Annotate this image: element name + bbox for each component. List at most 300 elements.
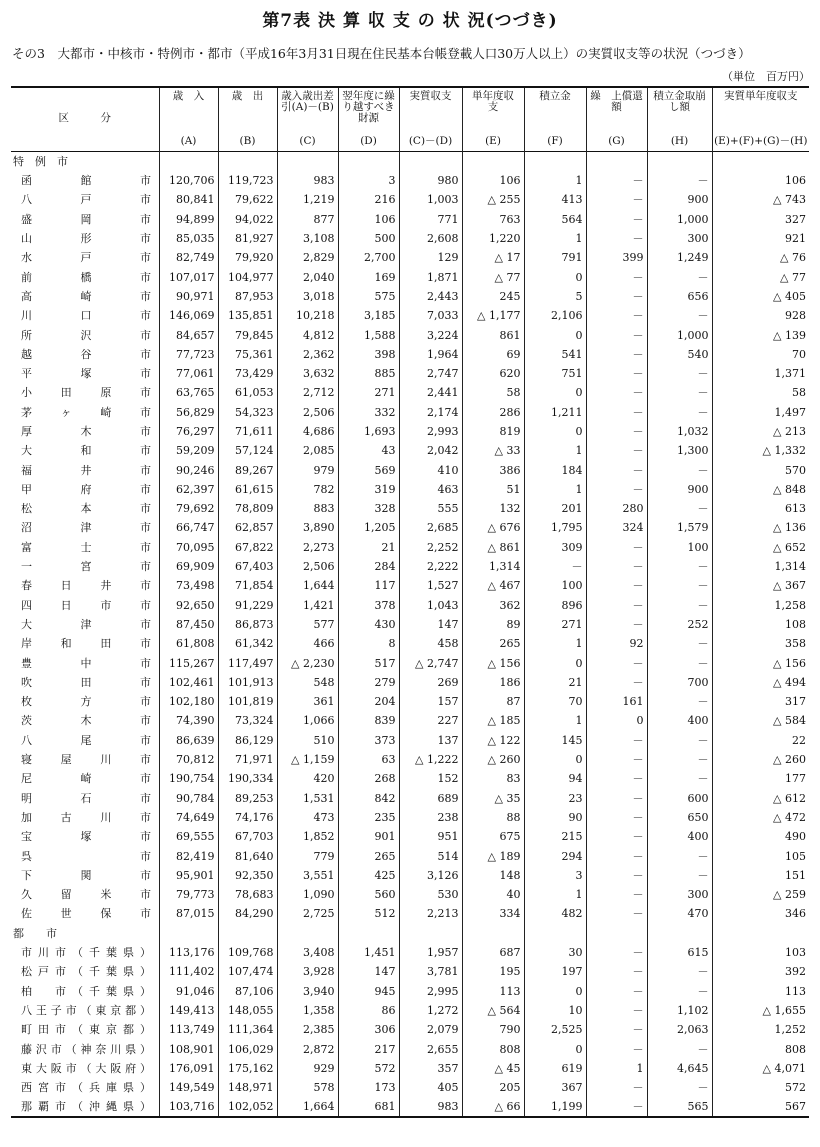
- value-cell: －: [647, 403, 712, 422]
- value-cell: 286: [462, 403, 524, 422]
- value-cell: 945: [338, 981, 399, 1000]
- value-cell: 530: [399, 885, 462, 904]
- value-cell: 1,497: [712, 403, 809, 422]
- value-cell: 89,253: [218, 789, 277, 808]
- value-cell: 106,029: [218, 1039, 277, 1058]
- row-label: [11, 538, 159, 557]
- value-cell: 1,664: [277, 1097, 338, 1117]
- table-row: [11, 229, 809, 248]
- table-row: [11, 1097, 809, 1117]
- value-cell: 84,657: [159, 325, 218, 344]
- value-cell: －: [647, 1039, 712, 1058]
- value-cell: 400: [647, 711, 712, 730]
- value-cell: 1,300: [647, 441, 712, 460]
- column-header-code: (D): [360, 135, 377, 147]
- table-row: [11, 441, 809, 460]
- empty-cell: [399, 152, 462, 172]
- value-cell: 81,927: [218, 229, 277, 248]
- value-cell: 115,267: [159, 653, 218, 672]
- table-row: [11, 866, 809, 885]
- value-cell: 77,061: [159, 364, 218, 383]
- value-cell: 1,795: [524, 518, 586, 537]
- value-cell: 373: [338, 731, 399, 750]
- value-cell: 113: [712, 981, 809, 1000]
- value-cell: 82,749: [159, 248, 218, 267]
- city-name: 平塚市: [21, 367, 151, 381]
- column-header-label: 歳入歳出差 引(A)－(B): [281, 90, 345, 113]
- value-cell: －: [586, 345, 647, 364]
- row-label: [11, 499, 159, 518]
- value-cell: 67,822: [218, 538, 277, 557]
- value-cell: －: [586, 866, 647, 885]
- row-label: [11, 827, 159, 846]
- value-cell: 572: [338, 1059, 399, 1078]
- city-name: 厚木市: [21, 425, 151, 438]
- table-row: [11, 538, 809, 557]
- value-cell: 1,852: [277, 827, 338, 846]
- value-cell: 0: [524, 981, 586, 1000]
- city-name: 宝塚市: [21, 830, 151, 844]
- value-cell: －: [586, 962, 647, 981]
- value-cell: △ 1,177: [462, 306, 524, 325]
- value-cell: 101,913: [218, 673, 277, 692]
- value-cell: 23: [524, 789, 586, 808]
- city-name: 東大阪市（大阪府）: [21, 1061, 151, 1075]
- value-cell: 10,218: [277, 306, 338, 325]
- value-cell: 656: [647, 287, 712, 306]
- value-cell: 103,716: [159, 1097, 218, 1117]
- value-cell: △ 156: [462, 653, 524, 672]
- value-cell: 3,940: [277, 981, 338, 1000]
- value-cell: 77,723: [159, 345, 218, 364]
- value-cell: 1,358: [277, 1001, 338, 1020]
- table-row: [11, 827, 809, 846]
- city-name: 寝屋川市: [21, 753, 151, 767]
- row-label: [11, 364, 159, 383]
- value-cell: 300: [647, 229, 712, 248]
- column-header-code: (H): [670, 135, 689, 147]
- row-label: [11, 557, 159, 576]
- value-cell: 82,419: [159, 846, 218, 865]
- value-cell: 2,385: [277, 1020, 338, 1039]
- value-cell: 2,506: [277, 557, 338, 576]
- row-label: [11, 769, 159, 788]
- value-cell: 1,527: [399, 576, 462, 595]
- value-cell: 76,297: [159, 422, 218, 441]
- value-cell: 1,066: [277, 711, 338, 730]
- value-cell: －: [586, 904, 647, 923]
- value-cell: 107,017: [159, 267, 218, 286]
- row-label: [11, 634, 159, 653]
- row-label: [11, 576, 159, 595]
- value-cell: 1: [524, 441, 586, 460]
- value-cell: 470: [647, 904, 712, 923]
- value-cell: 169: [338, 267, 399, 286]
- value-cell: 3,551: [277, 866, 338, 885]
- value-cell: 94: [524, 769, 586, 788]
- value-cell: △ 1,222: [399, 750, 462, 769]
- value-cell: 201: [524, 499, 586, 518]
- city-name: 大津市: [21, 617, 151, 631]
- value-cell: △ 66: [462, 1097, 524, 1117]
- table-row: [11, 1059, 809, 1078]
- value-cell: 21: [524, 673, 586, 692]
- value-cell: 62,397: [159, 480, 218, 499]
- value-cell: 0: [524, 422, 586, 441]
- unit-label: （単位 百万円）: [722, 70, 810, 83]
- row-label: [11, 1039, 159, 1058]
- value-cell: 1,090: [277, 885, 338, 904]
- value-cell: －: [647, 306, 712, 325]
- value-cell: 1,957: [399, 943, 462, 962]
- city-name: 枚方市: [21, 695, 151, 709]
- value-cell: 2,506: [277, 403, 338, 422]
- value-cell: 245: [462, 287, 524, 306]
- value-cell: 921: [712, 229, 809, 248]
- value-cell: －: [586, 1039, 647, 1058]
- page-title: 第7表 決 算 収 支 の 状 況(つづき): [262, 11, 558, 31]
- value-cell: －: [586, 267, 647, 286]
- row-label: [11, 711, 159, 730]
- value-cell: －: [647, 499, 712, 518]
- value-cell: 4,686: [277, 422, 338, 441]
- city-name: 一宮市: [21, 560, 151, 574]
- empty-cell: [712, 924, 809, 943]
- column-header-code: (C): [299, 135, 316, 147]
- value-cell: 40: [462, 885, 524, 904]
- value-cell: 83: [462, 769, 524, 788]
- city-name: 那覇市（沖縄県）: [21, 1100, 151, 1114]
- value-cell: 540: [647, 345, 712, 364]
- value-cell: 79,773: [159, 885, 218, 904]
- value-cell: 86,873: [218, 615, 277, 634]
- value-cell: 238: [399, 808, 462, 827]
- value-cell: △ 1,332: [712, 441, 809, 460]
- value-cell: －: [586, 846, 647, 865]
- value-cell: 3,224: [399, 325, 462, 344]
- value-cell: 334: [462, 904, 524, 923]
- value-cell: 928: [712, 306, 809, 325]
- value-cell: 113,749: [159, 1020, 218, 1039]
- value-cell: 346: [712, 904, 809, 923]
- value-cell: △ 848: [712, 480, 809, 499]
- row-label: [11, 653, 159, 672]
- value-cell: 1,003: [399, 190, 462, 209]
- empty-cell: [524, 152, 586, 172]
- value-cell: 3,928: [277, 962, 338, 981]
- value-cell: 279: [338, 673, 399, 692]
- value-cell: 1,032: [647, 422, 712, 441]
- row-label: [11, 731, 159, 750]
- value-cell: 176,091: [159, 1059, 218, 1078]
- table-body: [11, 152, 809, 1118]
- value-cell: △ 4,071: [712, 1059, 809, 1078]
- value-cell: 400: [647, 827, 712, 846]
- value-cell: 332: [338, 403, 399, 422]
- value-cell: －: [586, 538, 647, 557]
- value-cell: △ 861: [462, 538, 524, 557]
- value-cell: 2,829: [277, 248, 338, 267]
- value-cell: 2,993: [399, 422, 462, 441]
- city-name: 所沢市: [21, 328, 151, 342]
- value-cell: －: [647, 692, 712, 711]
- row-label: [11, 943, 159, 962]
- value-cell: 86: [338, 1001, 399, 1020]
- value-cell: 137: [399, 731, 462, 750]
- value-cell: 56,829: [159, 403, 218, 422]
- value-cell: －: [647, 750, 712, 769]
- city-name: 西宮市（兵庫県）: [21, 1081, 151, 1095]
- value-cell: －: [586, 576, 647, 595]
- empty-cell: [712, 152, 809, 172]
- table-row: [11, 210, 809, 229]
- value-cell: 132: [462, 499, 524, 518]
- value-cell: 269: [399, 673, 462, 692]
- value-cell: 689: [399, 789, 462, 808]
- column-header-label: 繰 上償還額: [590, 90, 643, 113]
- row-label: [11, 808, 159, 827]
- column-header: [462, 87, 524, 152]
- value-cell: 570: [712, 460, 809, 479]
- value-cell: 1,644: [277, 576, 338, 595]
- settlement-table: [11, 86, 809, 1118]
- city-name: 岸和田市: [21, 637, 151, 651]
- value-cell: 54,323: [218, 403, 277, 422]
- value-cell: －: [586, 789, 647, 808]
- value-cell: －: [586, 1020, 647, 1039]
- value-cell: 357: [399, 1059, 462, 1078]
- table-row: [11, 653, 809, 672]
- value-cell: 979: [277, 460, 338, 479]
- value-cell: 2,685: [399, 518, 462, 537]
- value-cell: 378: [338, 596, 399, 615]
- empty-cell: [524, 924, 586, 943]
- row-label: [11, 422, 159, 441]
- value-cell: 252: [647, 615, 712, 634]
- table-row: [11, 943, 809, 962]
- value-cell: －: [586, 441, 647, 460]
- city-name: 茅ヶ崎市: [21, 405, 151, 419]
- value-cell: △ 77: [462, 267, 524, 286]
- value-cell: －: [647, 596, 712, 615]
- value-cell: 100: [524, 576, 586, 595]
- city-name: 茨木市: [21, 714, 151, 728]
- value-cell: 410: [399, 460, 462, 479]
- city-name: 函館市: [21, 174, 151, 188]
- value-cell: 300: [647, 885, 712, 904]
- column-header: [338, 87, 399, 152]
- column-header-label: 単年度収 支: [472, 90, 525, 113]
- city-name: 高崎市: [21, 289, 151, 303]
- value-cell: 73,324: [218, 711, 277, 730]
- value-cell: 2,441: [399, 383, 462, 402]
- city-name: 盛岡市: [21, 212, 151, 226]
- value-cell: 577: [277, 615, 338, 634]
- value-cell: 1,314: [712, 557, 809, 576]
- value-cell: 73,498: [159, 576, 218, 595]
- value-cell: 1,252: [712, 1020, 809, 1039]
- empty-cell: [462, 924, 524, 943]
- value-cell: 510: [277, 731, 338, 750]
- value-cell: 146,069: [159, 306, 218, 325]
- value-cell: 877: [277, 210, 338, 229]
- value-cell: 1,043: [399, 596, 462, 615]
- value-cell: 2,747: [399, 364, 462, 383]
- value-cell: 90,246: [159, 460, 218, 479]
- value-cell: 70: [712, 345, 809, 364]
- value-cell: 548: [277, 673, 338, 692]
- value-cell: 983: [399, 1097, 462, 1117]
- value-cell: 306: [338, 1020, 399, 1039]
- city-name: 春日井市: [21, 579, 151, 593]
- city-name: 尼崎市: [21, 772, 151, 786]
- value-cell: －: [647, 769, 712, 788]
- row-label: [11, 460, 159, 479]
- table-row: [11, 325, 809, 344]
- value-cell: －: [647, 267, 712, 286]
- value-cell: 2,872: [277, 1039, 338, 1058]
- value-cell: 1,000: [647, 210, 712, 229]
- value-cell: △ 2,230: [277, 653, 338, 672]
- row-label: [11, 190, 159, 209]
- value-cell: 327: [712, 210, 809, 229]
- value-cell: －: [647, 634, 712, 653]
- value-cell: 1,219: [277, 190, 338, 209]
- value-cell: 78,683: [218, 885, 277, 904]
- value-cell: 104,977: [218, 267, 277, 286]
- empty-cell: [647, 152, 712, 172]
- value-cell: 1,579: [647, 518, 712, 537]
- value-cell: 0: [524, 325, 586, 344]
- table-row: [11, 1039, 809, 1058]
- value-cell: 51: [462, 480, 524, 499]
- value-cell: －: [586, 306, 647, 325]
- value-cell: 117: [338, 576, 399, 595]
- value-cell: 885: [338, 364, 399, 383]
- value-cell: 517: [338, 653, 399, 672]
- value-cell: 430: [338, 615, 399, 634]
- value-cell: 87,015: [159, 904, 218, 923]
- value-cell: △ 405: [712, 287, 809, 306]
- table-row: [11, 345, 809, 364]
- value-cell: 21: [338, 538, 399, 557]
- value-cell: －: [647, 962, 712, 981]
- value-cell: 120,706: [159, 171, 218, 190]
- value-cell: 466: [277, 634, 338, 653]
- value-cell: －: [586, 827, 647, 846]
- city-name: 四日市市: [21, 598, 151, 612]
- row-label: [11, 229, 159, 248]
- value-cell: 5: [524, 287, 586, 306]
- city-name: 藤沢市（神奈川県）: [21, 1042, 151, 1056]
- value-cell: △ 612: [712, 789, 809, 808]
- value-cell: 61,615: [218, 480, 277, 499]
- value-cell: －: [586, 731, 647, 750]
- value-cell: 0: [524, 653, 586, 672]
- value-cell: 4,812: [277, 325, 338, 344]
- column-header: [277, 87, 345, 152]
- value-cell: 79,622: [218, 190, 277, 209]
- row-label: [11, 596, 159, 615]
- value-cell: 95,901: [159, 866, 218, 885]
- value-cell: 2,106: [524, 306, 586, 325]
- value-cell: 600: [647, 789, 712, 808]
- value-cell: 900: [647, 480, 712, 499]
- value-cell: 7,033: [399, 306, 462, 325]
- row-label: [11, 480, 159, 499]
- row-label: [11, 518, 159, 537]
- value-cell: 265: [338, 846, 399, 865]
- value-cell: －: [586, 615, 647, 634]
- value-cell: 842: [338, 789, 399, 808]
- value-cell: －: [586, 808, 647, 827]
- row-label: [11, 846, 159, 865]
- value-cell: 10: [524, 1001, 586, 1020]
- value-cell: －: [586, 557, 647, 576]
- value-cell: 514: [399, 846, 462, 865]
- value-cell: 929: [277, 1059, 338, 1078]
- row-label: [11, 248, 159, 267]
- city-name: 市川市（千葉県）: [21, 946, 151, 960]
- value-cell: 152: [399, 769, 462, 788]
- value-cell: △ 185: [462, 711, 524, 730]
- value-cell: 113: [462, 981, 524, 1000]
- value-cell: 2,040: [277, 267, 338, 286]
- value-cell: 69: [462, 345, 524, 364]
- value-cell: 463: [399, 480, 462, 499]
- value-cell: 102,052: [218, 1097, 277, 1117]
- value-cell: 195: [462, 962, 524, 981]
- value-cell: 108,901: [159, 1039, 218, 1058]
- value-cell: 204: [338, 692, 399, 711]
- value-cell: 808: [712, 1039, 809, 1058]
- value-cell: 1,249: [647, 248, 712, 267]
- table-row: [11, 711, 809, 730]
- value-cell: 386: [462, 460, 524, 479]
- column-header-label: 積立金取崩し額: [653, 90, 706, 113]
- table-row: [11, 596, 809, 615]
- value-cell: 2,525: [524, 1020, 586, 1039]
- city-name: 松本市: [21, 502, 151, 516]
- table-row: [11, 1001, 809, 1020]
- row-label: [11, 171, 159, 190]
- value-cell: －: [586, 769, 647, 788]
- value-cell: △ 156: [712, 653, 809, 672]
- value-cell: 1,314: [462, 557, 524, 576]
- value-cell: 106: [462, 171, 524, 190]
- value-cell: 284: [338, 557, 399, 576]
- value-cell: －: [647, 1078, 712, 1097]
- value-cell: 620: [462, 364, 524, 383]
- value-cell: 271: [524, 615, 586, 634]
- value-cell: 4,645: [647, 1059, 712, 1078]
- value-cell: 294: [524, 846, 586, 865]
- value-cell: △ 1,655: [712, 1001, 809, 1020]
- value-cell: 58: [462, 383, 524, 402]
- row-label: [11, 1059, 159, 1078]
- value-cell: 2,213: [399, 904, 462, 923]
- value-cell: 567: [712, 1097, 809, 1117]
- value-cell: 111,364: [218, 1020, 277, 1039]
- column-header-label: 実質単年度収支: [724, 90, 798, 102]
- row-label: [11, 441, 159, 460]
- table-row: [11, 981, 809, 1000]
- value-cell: 541: [524, 345, 586, 364]
- value-cell: 398: [338, 345, 399, 364]
- table-row: [11, 460, 809, 479]
- table-row: [11, 769, 809, 788]
- value-cell: 184: [524, 460, 586, 479]
